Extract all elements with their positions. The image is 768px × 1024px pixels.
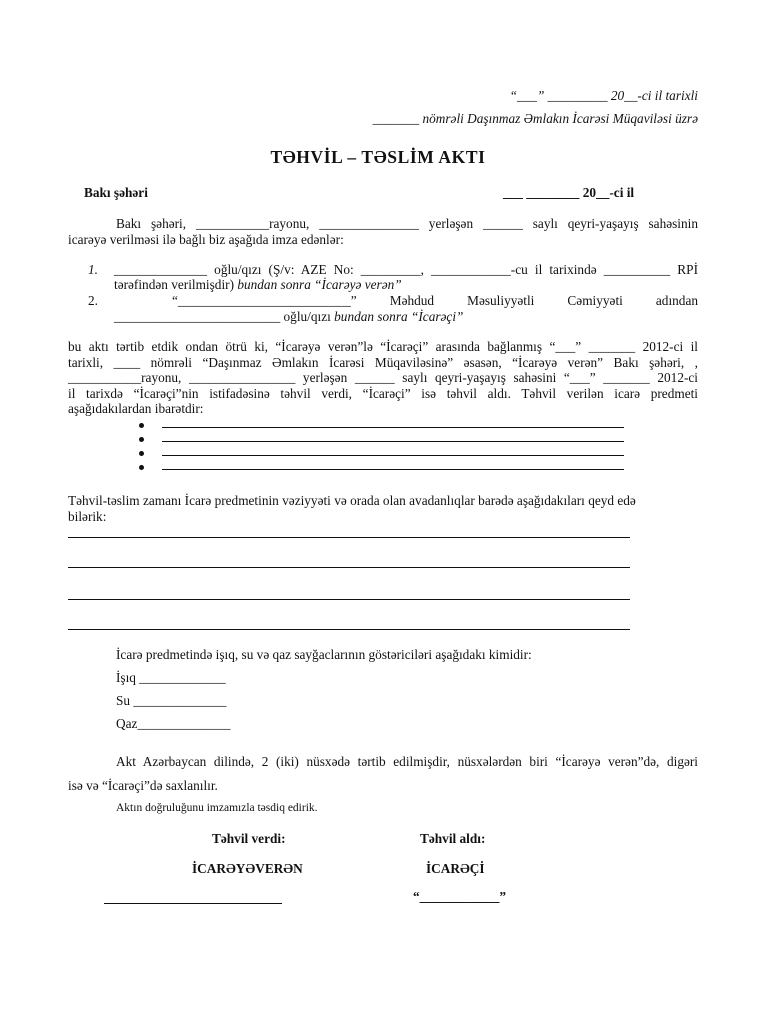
blank-line: [162, 455, 624, 456]
list-item: [139, 446, 639, 460]
party-1-line-1: ______________ oğlu/qızı (Ş/v: AZE No: _________, ____________-cu il tarixində __________ RPİ: [114, 262, 698, 277]
condition-line-1: Təhvil-təslim zamanı İcarə predmetinin vəziyyəti və orada olan avadanlıqlar barədə aşağıdakıları qeyd edə: [68, 493, 636, 508]
note-blank-line: [68, 537, 630, 538]
closing-line-2: isə və “İcarəçi”də saxlanılır.: [68, 778, 218, 793]
signature-left-role: İCARƏYƏVERƏN: [192, 861, 303, 876]
rental-items-list: [139, 418, 639, 474]
party-2-alias: bundan sonra “İcarəçi”: [334, 309, 464, 324]
blank-line: [162, 441, 624, 442]
body-line-3: ___________rayonu, ________________ yerləşən ______ saylı qeyri-yaşayış sahəsini “___” _______ 2012-ci: [68, 370, 698, 385]
place-city: Bakı şəhəri: [84, 185, 148, 200]
signature-right-label: Təhvil aldı:: [420, 831, 486, 846]
party-1-number: 1.: [88, 262, 98, 277]
party-2-line-2: [114, 309, 698, 325]
blank-line: [162, 427, 624, 428]
note-blank-line: [68, 629, 630, 630]
party-2-number: 2.: [88, 293, 98, 308]
signature-right-role: İCARƏÇİ: [426, 861, 485, 876]
meter-water: Su ______________: [116, 693, 227, 708]
bullet-icon: [139, 465, 144, 470]
party-2-line-1: “__________________________” Məhdud Məsuliyyətli Cəmiyyəti adından: [172, 293, 698, 308]
document-title: TƏHVİL – TƏSLİM AKTI: [270, 147, 486, 167]
place-date: ___ ________ 20__-ci il: [503, 185, 635, 200]
signature-left-label: Təhvil verdi:: [212, 831, 286, 846]
body-line-2: tarixli, ____ nömrəli “Daşınmaz Əmlakın İcarəsi Müqaviləsinə” əsasən, “İcarəyə verən” Bakı şəhəri, ,: [68, 355, 698, 370]
intro-line-2: icarəyə verilməsi ilə bağlı biz aşağıda imza edənlər:: [68, 232, 344, 247]
signature-left-line: [104, 903, 282, 904]
bullet-icon: [139, 423, 144, 428]
party-1-alias: bundan sonra “İcarəyə verən”: [237, 277, 402, 292]
party-1-line-2: [114, 277, 698, 293]
bullet-icon: [139, 437, 144, 442]
body-line-5: aşağıdakılardan ibarətdir:: [68, 401, 204, 416]
note-blank-line: [68, 567, 630, 568]
bullet-icon: [139, 451, 144, 456]
closing-confirmation: Aktın doğruluğunu imzamızla təsdiq edirik.: [116, 802, 318, 814]
signature-right-quote: “____________”: [413, 889, 507, 904]
closing-line-1: Akt Azərbaycan dilində, 2 (iki) nüsxədə tərtib edilmişdir, nüsxələrdən biri “İcarəyə verən”də, digəri: [116, 754, 698, 769]
body-line-1: bu aktı tərtib etdik ondan ötrü ki, “İcarəyə verən”lə “İcarəçi” arasında bağlanmış “___” _______ 2012-ci il: [68, 339, 698, 354]
condition-line-2: bilərik:: [68, 509, 107, 524]
note-blank-line: [68, 599, 630, 600]
list-item: [139, 432, 639, 446]
party-1-details: tərəfindən verilmişdir): [114, 277, 238, 292]
list-item: [139, 418, 639, 432]
header-date-line: “___” _________ 20__-ci il tarixli: [509, 88, 698, 103]
intro-line-1: Bakı şəhəri, ___________rayonu, _______________ yerləşən ______ saylı qeyri-yaşayış sahəsinin: [116, 216, 698, 231]
body-line-4: il tarixdə “İcarəçi”nin istifadəsinə təhvil verdi, “İcarəçi” isə təhvil aldı. Təhvil verilən icarə predmeti: [68, 386, 698, 401]
list-item: [139, 460, 639, 474]
meters-intro: İcarə predmetində işıq, su və qaz sayğaclarının göstəriciləri aşağıdakı kimidir:: [116, 647, 532, 662]
meter-gas: Qaz______________: [116, 716, 231, 731]
party-2-details: _________________________ oğlu/qızı: [114, 309, 335, 324]
blank-line: [162, 469, 624, 470]
header-contract-line: _______ nömrəli Daşınmaz Əmlakın İcarəsi Müqaviləsi üzrə: [372, 111, 698, 126]
meter-light: İşıq _____________: [116, 670, 226, 685]
